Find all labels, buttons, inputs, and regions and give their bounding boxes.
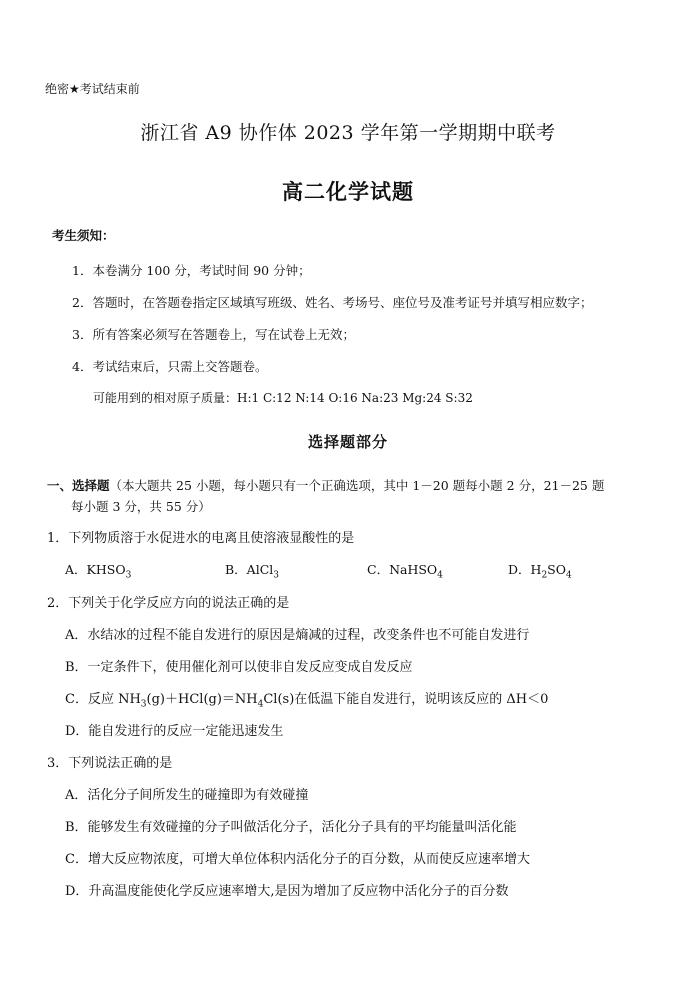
q1-option-a: A．$KHSO_3$ xyxy=(65,562,132,581)
q3-option-a: A．活化分子间所发生的碰撞即为有效碰撞 xyxy=(65,788,309,803)
q2-option-d: D．能自发进行的反应一定能迅速发生 xyxy=(65,724,284,739)
q1-option-c: C．NaHSO$_4$ xyxy=(367,562,443,581)
atomic-mass-line: 可能用到的相对原子质量：H:1 C:12 N:14 O:16 Na:23 Mg:24 S:32 xyxy=(93,391,473,405)
q3-option-b: B．能够发生有效碰撞的分子叫做活化分子，活化分子具有的平均能量叫活化能 xyxy=(65,820,517,835)
q1-option-d: D．$H_2SO_4$ xyxy=(508,562,572,581)
exam-subtitle: 高二化学试题 xyxy=(282,180,414,204)
notice-heading: 考生须知： xyxy=(52,228,115,243)
notice-item-2: 2．答题时，在答题卷指定区域填写班级、姓名、考场号、座位号及准考证号并填写相应数字； xyxy=(72,295,593,310)
question-2-stem: 2．下列关于化学反应方向的说法正确的是 xyxy=(47,596,290,611)
notice-item-4: 4．考试结束后，只需上交答题卷。 xyxy=(72,359,268,374)
q3-option-d: D．升高温度能使化学反应速率增大,是因为增加了反应物中活化分子的百分数 xyxy=(65,884,509,899)
part-description-line-2: 每小题 3 分，共 55 分） xyxy=(71,499,211,514)
section-title: 选择题部分 xyxy=(307,433,388,451)
part-description-line-1: （本大题共 25 小题，每小题只有一个正确选项，其中 1－20 题每小题 2 分，21－25 题 xyxy=(109,478,605,493)
exam-title: 浙江省 A9 协作体 2023 学年第一学期期中联考 xyxy=(140,122,556,144)
notice-item-3: 3．所有答案必须写在答题卷上，写在试卷上无效； xyxy=(72,327,355,342)
q3-option-c: C．增大反应物浓度，可增大单位体积内活化分子的百分数，从而使反应速率增大 xyxy=(65,852,530,867)
q2-option-a: A．水结冰的过程不能自发进行的原因是熵减的过程，改变条件也不可能自发进行 xyxy=(65,628,530,643)
question-3-stem: 3．下列说法正确的是 xyxy=(47,756,173,771)
q2-option-c: C．反应 $NH_3(g)+HCl(g)=NH_4Cl(s)$在低温下能自发进行，说明该反应的 ΔH＜0 xyxy=(65,692,549,710)
confidential-label: 绝密★考试结束前 xyxy=(45,82,140,96)
q1-option-b: B．AlCl$_3$ xyxy=(225,562,280,581)
notice-item-1: 1．本卷满分 100 分，考试时间 90 分钟； xyxy=(72,263,311,278)
part-label: 一、选择题 xyxy=(47,478,110,493)
q2-option-b: B．一定条件下，使用催化剂可以使非自发反应变成自发反应 xyxy=(65,660,413,675)
part-instructions xyxy=(47,475,657,517)
question-1-stem: 1．下列物质溶于水促进水的电离且使溶液显酸性的是 xyxy=(47,531,355,546)
